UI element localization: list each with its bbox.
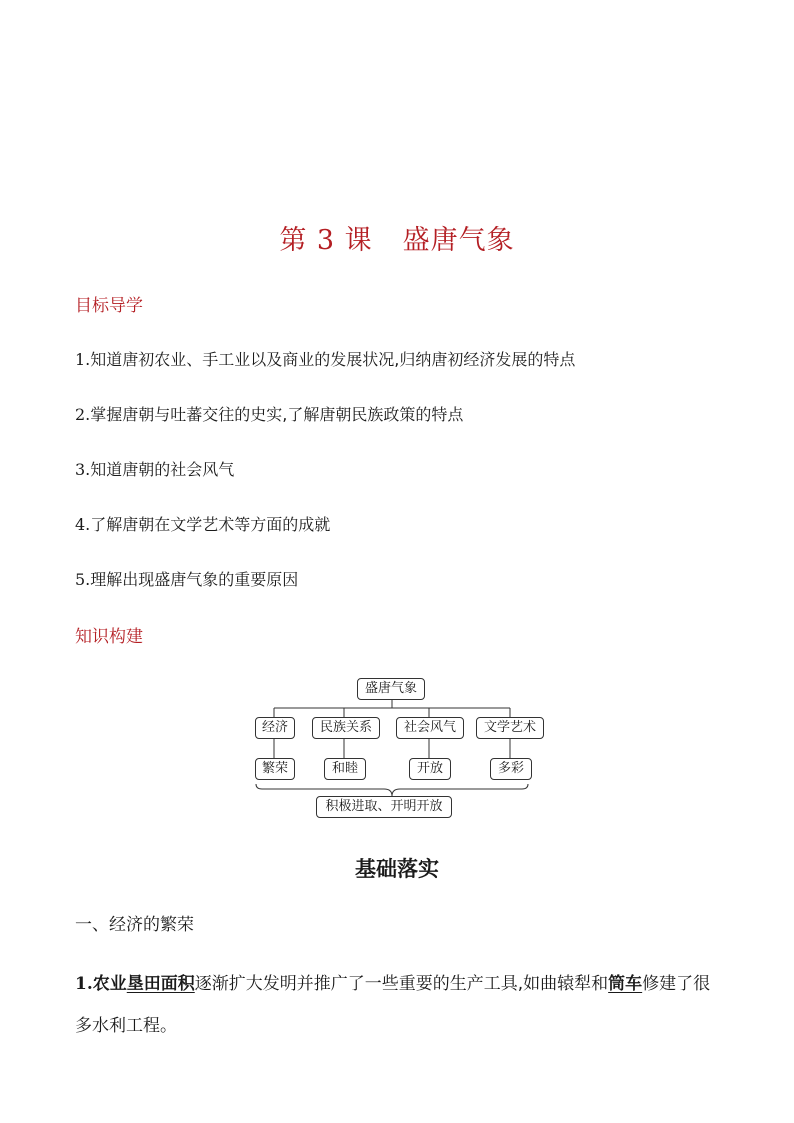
content-paragraph (75, 963, 725, 1047)
diagram-category: 经济 (255, 717, 295, 739)
diagram-trait: 多彩 (490, 758, 532, 780)
goal-item (75, 347, 575, 370)
diagram-trait: 开放 (409, 758, 451, 780)
keyword-water-wheel: 筒车 (608, 974, 643, 994)
goal-item (75, 512, 330, 535)
diagram-summary: 积极进取、开明开放 (316, 796, 452, 818)
goal-text: 掌握唐朝与吐蕃交往的史实,了解唐朝民族政策的特点 (90, 405, 464, 424)
section-knowledge-heading: 知识构建 (75, 627, 143, 647)
diagram-category: 社会风气 (396, 717, 464, 739)
goal-text: 知道唐朝的社会风气 (90, 460, 235, 479)
goal-number: 5. (75, 570, 91, 589)
diagram-trait: 和睦 (324, 758, 366, 780)
paragraph-text: 逐渐扩大发明并推广了一些重要的生产工具,如曲辕犁和 (194, 974, 609, 994)
keyword-agriculture: 农业 (92, 974, 127, 994)
goal-item (75, 567, 298, 590)
lesson-number: 第 3 课 (279, 225, 373, 256)
goal-item (75, 457, 234, 480)
goal-text: 知道唐初农业、手工业以及商业的发展状况,归纳唐初经济发展的特点 (90, 350, 576, 369)
section-goals-heading: 目标导学 (75, 296, 143, 316)
goal-item (75, 402, 463, 425)
goal-number: 2. (75, 405, 91, 424)
paragraph-number: 1. (75, 974, 93, 994)
goal-text: 了解唐朝在文学艺术等方面的成就 (90, 515, 331, 534)
knowledge-diagram (254, 676, 544, 818)
diagram-trait: 繁荣 (255, 758, 295, 780)
goal-text: 理解出现盛唐气象的重要原因 (90, 570, 299, 589)
sub-heading: 一、经济的繁荣 (75, 915, 194, 935)
keyword-land-area: 垦田面积 (126, 974, 195, 994)
lesson-name: 盛唐气象 (402, 225, 515, 256)
diagram-category: 民族关系 (312, 717, 380, 739)
diagram-category: 文学艺术 (476, 717, 544, 739)
goal-number: 1. (75, 350, 91, 369)
goal-number: 4. (75, 515, 91, 534)
goal-number: 3. (75, 460, 91, 479)
paragraph-text: 修建了很多水利工程。 (75, 974, 711, 1036)
diagram-root: 盛唐气象 (357, 678, 425, 700)
basic-heading: 基础落实 (355, 857, 439, 881)
lesson-title (0, 218, 794, 257)
